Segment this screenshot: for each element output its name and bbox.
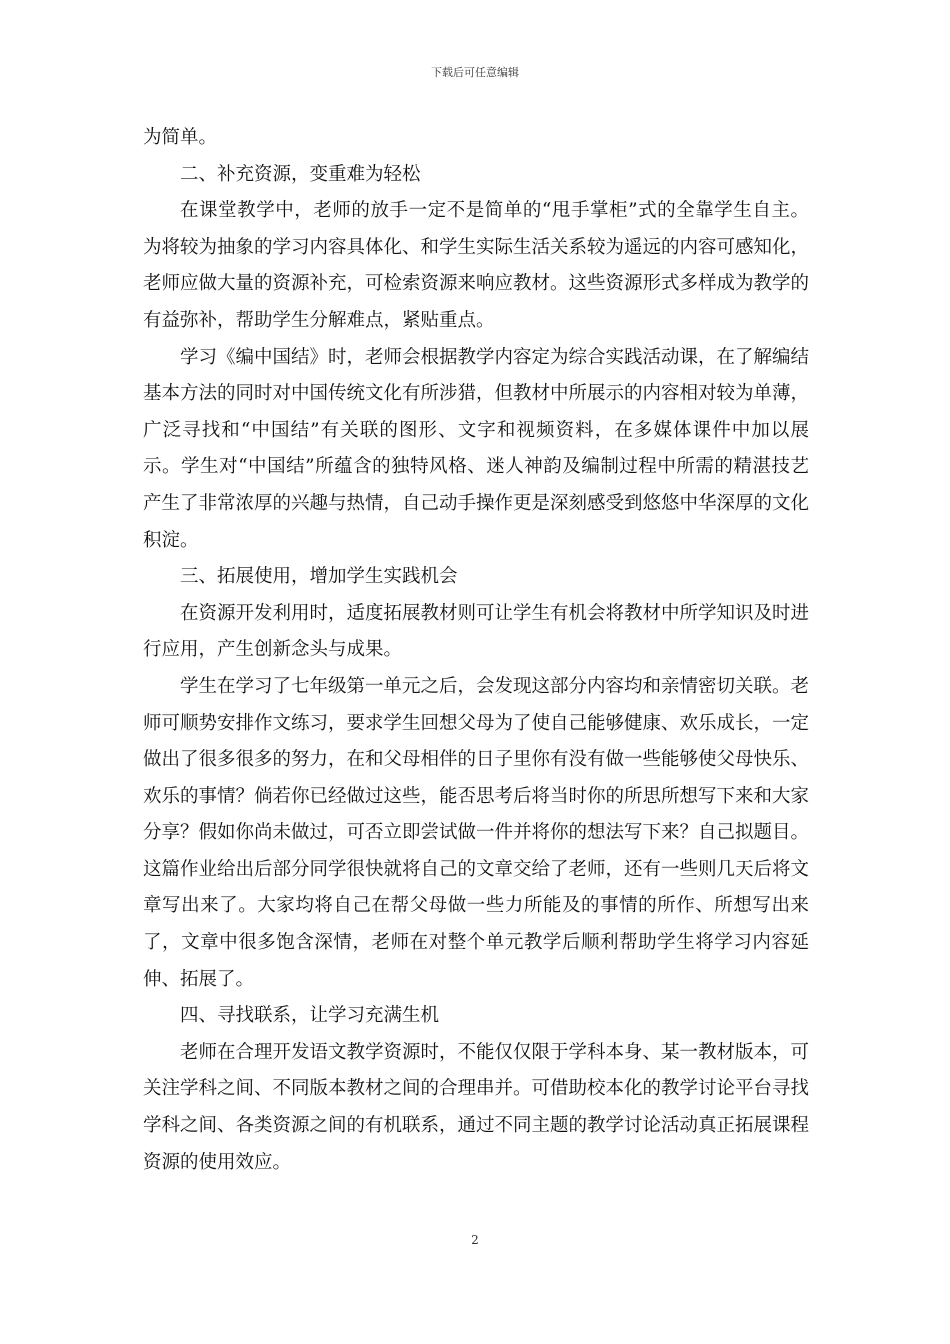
section-heading-2: 二、补充资源，变重难为轻松 [180,163,421,185]
paragraph: 学习《编中国结》时，老师会根据教学内容定为综合实践活动课，在了解编结基本方法的同时对中国传统文化有所涉猎，但教材中所展示的内容相对较为单薄，广泛寻找和“中国结”有关联的图形、文字和视频资料，在多媒体课件中加以展示。学生对“中国结”所蕴含的独特风格、迷人神韵及编制过程中所需的精湛技艺产生了非常浓厚的兴趣与热情，自己动手操作更是深刻感受到悠悠中华深厚的文化积淀。 [143,346,810,551]
paragraph: 在课堂教学中，老师的放手一定不是简单的“甩手掌柜”式的全靠学生自主。为将较为抽象的学习内容具体化、和学生实际生活关系较为遥远的内容可感知化，老师应做大量的资源补充，可检索资源来响应教材。这些资源形式多样成为教学的有益弥补，帮助学生分解难点，紧贴重点。 [143,200,810,331]
page-header: 下载后可任意编辑 [431,66,519,79]
paragraph: 老师在合理开发语文教学资源时，不能仅仅限于学科本身、某一教材版本，可关注学科之间、不同版本教材之间的合理串并。可借助校本化的教学讨论平台寻找学科之间、各类资源之间的有机联系，通过不同主题的教学讨论活动真正拓展课程资源的使用效应。 [143,1041,810,1173]
paragraph-continuation: 为简单。 [143,127,218,148]
paragraph: 在资源开发利用时，适度拓展教材则可让学生有机会将教材中所学知识及时进行应用，产生创新念头与成果。 [143,602,810,661]
section-heading-3: 三、拓展使用，增加学生实践机会 [180,566,458,588]
page-number: 2 [471,1233,479,1247]
section-heading-4: 四、寻找联系，让学习充满生机 [180,1005,440,1027]
document-body [143,120,809,1181]
paragraph: 学生在学习了七年级第一单元之后，会发现这部分内容均和亲情密切关联。老师可顺势安排作文练习，要求学生回想父母为了使自己能够健康、欢乐成长，一定做出了很多很多的努力，在和父母相伴的日子里你有没有做一些能够使父母快乐、欢乐的事情？倘若你已经做过这些，能否思考后将当时你的所思所想写下来和大家分享？假如你尚未做过，可否立即尝试做一件并将你的想法写下来？自己拟题目。这篇作业给出后部分同学很快就将自己的文章交给了老师，还有一些则几天后将文章写出来了。大家均将自己在帮父母做一些力所能及的事情的所作、所想写出来了，文章中很多饱含深情，老师在对整个单元教学后顺利帮助学生将学习内容延伸、拓展了。 [143,675,810,990]
